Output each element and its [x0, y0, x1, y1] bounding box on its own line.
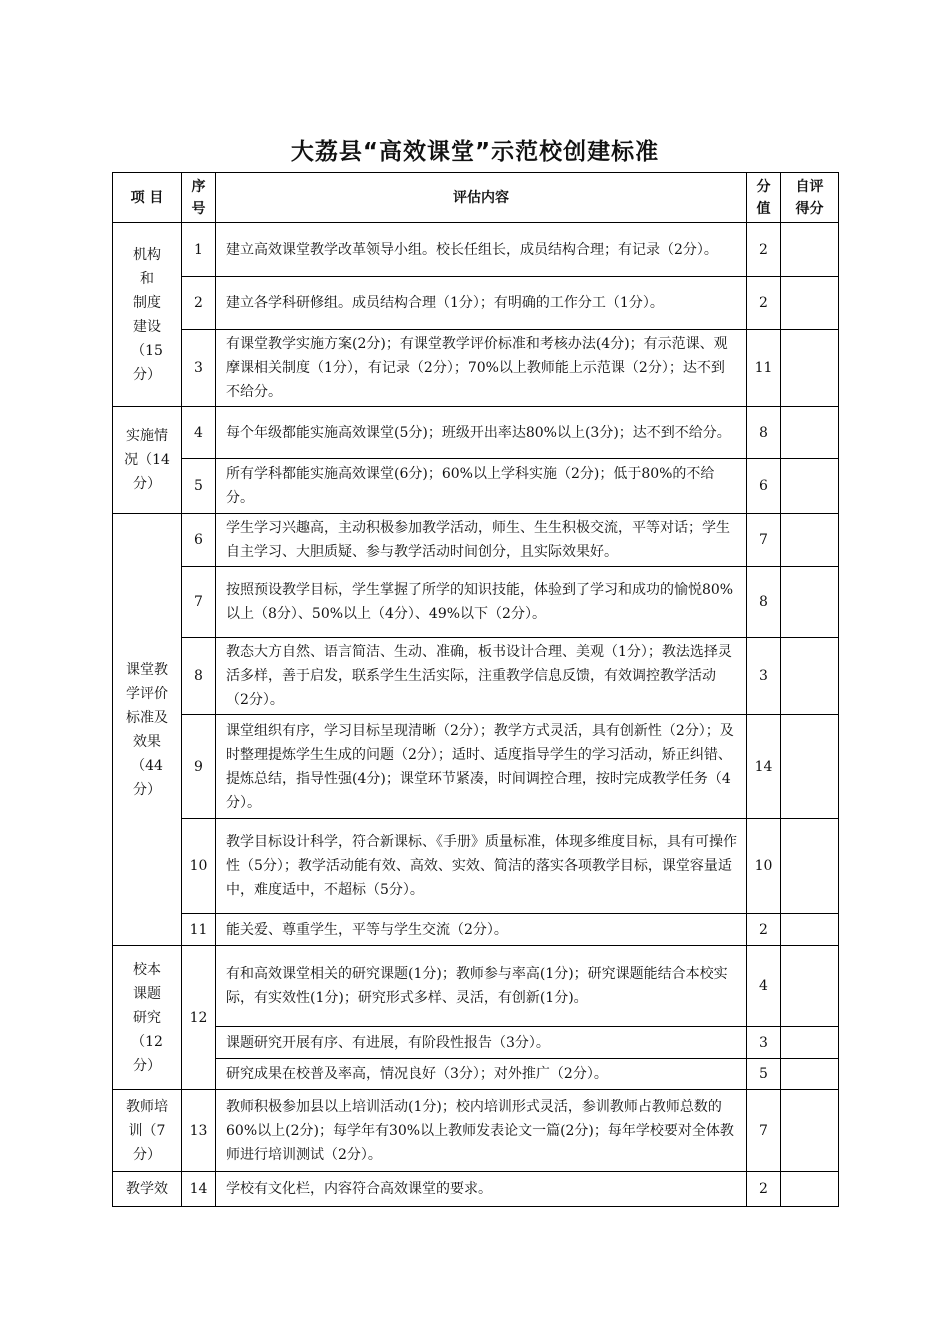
self-score-cell: [781, 223, 839, 277]
table-row: [113, 1027, 839, 1059]
self-score-cell: [781, 330, 839, 407]
page-title: 大荔县“高效课堂”示范校创建标准: [290, 139, 660, 165]
table-row: [113, 459, 839, 514]
self-score-cell: [781, 946, 839, 1027]
row-score: 6: [747, 459, 781, 514]
standards-table: [112, 172, 839, 1207]
row-number: 3: [182, 330, 216, 407]
row-content: 教师积极参加县以上培训活动(1分)；校内培训形式灵活，参训教师占教师总数的60%以上(2分)；每学年有30%以上教师发表论文一篇(2分)；每年学校要对全体教师进行培训测试（2分）。: [216, 1090, 747, 1172]
table-row: [113, 277, 839, 330]
row-score: 2: [747, 223, 781, 277]
row-content: 学生学习兴趣高，主动积极参加教学活动，师生、生生积极交流，平等对话；学生自主学习、大胆质疑、参与教学活动时间创分，且实际效果好。: [216, 514, 747, 567]
row-number: 8: [182, 638, 216, 715]
table-row: [113, 514, 839, 567]
table-row: [113, 1172, 839, 1207]
row-content: 有和高效课堂相关的研究课题(1分)；教师参与率高(1分)；研究课题能结合本校实际，有实效性(1分)；研究形式多样、灵活，有创新(1分)。: [216, 946, 747, 1027]
category-cell: 机构 和 制度 建设 （15 分）: [113, 223, 182, 407]
header-score: 分 值: [747, 173, 781, 223]
row-content: 按照预设教学目标，学生掌握了所学的知识技能，体验到了学习和成功的愉悦80%以上（8分）、50%以上（4分）、49%以下（2分）。: [216, 567, 747, 638]
self-score-cell: [781, 514, 839, 567]
row-score: 3: [747, 638, 781, 715]
row-score: 3: [747, 1027, 781, 1059]
self-score-cell: [781, 819, 839, 914]
table-row: [113, 638, 839, 715]
row-number: 13: [182, 1090, 216, 1172]
row-content: 教态大方自然、语言简洁、生动、准确，板书设计合理、美观（1分）；教法选择灵活多样，善于启发，联系学生生活实际，注重教学信息反馈，有效调控教学活动（2分）。: [216, 638, 747, 715]
self-score-cell: [781, 1090, 839, 1172]
table-row: [113, 407, 839, 459]
row-number: 7: [182, 567, 216, 638]
self-score-cell: [781, 459, 839, 514]
row-score: 5: [747, 1059, 781, 1090]
row-content: 课堂组织有序，学习目标呈现清晰（2分）；教学方式灵活，具有创新性（2分）；及时整理提炼学生生成的问题（2分）；适时、适度指导学生的学习活动，矫正纠错、提炼总结，指导性强(4分)；课堂环节紧凑，时间调控合理，按时完成教学任务（4分）。: [216, 715, 747, 819]
row-number: 2: [182, 277, 216, 330]
row-content: 建立各学科研修组。成员结构合理（1分）；有明确的工作分工（1分）。: [216, 277, 747, 330]
table-row: [113, 1090, 839, 1172]
header-self-score: 自评 得分: [781, 173, 839, 223]
header-row: [113, 173, 839, 223]
row-content: 建立高效课堂教学改革领导小组。校长任组长，成员结构合理；有记录（2分）。: [216, 223, 747, 277]
header-content: 评估内容: [216, 173, 747, 223]
row-number: 4: [182, 407, 216, 459]
table-row: [113, 819, 839, 914]
row-score: 2: [747, 1172, 781, 1207]
category-cell: 教师培 训（7 分）: [113, 1090, 182, 1172]
category-cell: 校本 课题 研究 （12 分）: [113, 946, 182, 1090]
row-content: 能关爱、尊重学生，平等与学生交流（2分）。: [216, 914, 747, 946]
row-score: 2: [747, 277, 781, 330]
self-score-cell: [781, 277, 839, 330]
self-score-cell: [781, 1027, 839, 1059]
self-score-cell: [781, 914, 839, 946]
row-score: 14: [747, 715, 781, 819]
table-row: [113, 330, 839, 407]
category-cell: 教学效: [113, 1172, 182, 1207]
row-score: 11: [747, 330, 781, 407]
table-row: [113, 1059, 839, 1090]
row-score: 10: [747, 819, 781, 914]
row-score: 4: [747, 946, 781, 1027]
row-content: 每个年级都能实施高效课堂(5分)；班级开出率达80%以上(3分)；达不到不给分。: [216, 407, 747, 459]
row-number: 6: [182, 514, 216, 567]
row-number: 11: [182, 914, 216, 946]
row-number: 14: [182, 1172, 216, 1207]
self-score-cell: [781, 1059, 839, 1090]
header-item: 项 目: [113, 173, 182, 223]
table-row: [113, 223, 839, 277]
self-score-cell: [781, 407, 839, 459]
row-content: 课题研究开展有序、有进展，有阶段性报告（3分）。: [216, 1027, 747, 1059]
header-seq: 序 号: [182, 173, 216, 223]
row-number: 10: [182, 819, 216, 914]
row-number: 12: [182, 946, 216, 1090]
row-content: 所有学科都能实施高效课堂(6分)；60%以上学科实施（2分)；低于80%的不给分。: [216, 459, 747, 514]
table-row: [113, 715, 839, 819]
table-row: [113, 567, 839, 638]
row-score: 2: [747, 914, 781, 946]
category-cell: 实施情 况（14 分）: [113, 407, 182, 514]
row-number: 1: [182, 223, 216, 277]
row-content: 有课堂教学实施方案(2分)；有课堂教学评价标准和考核办法(4分)；有示范课、观摩课相关制度（1分），有记录（2分）；70%以上教师能上示范课（2分）；达不到不给分。: [216, 330, 747, 407]
self-score-cell: [781, 715, 839, 819]
row-content: 研究成果在校普及率高，情况良好（3分）；对外推广（2分）。: [216, 1059, 747, 1090]
category-cell: 课堂教 学评价 标准及 效果 （44 分）: [113, 514, 182, 946]
table-row: [113, 914, 839, 946]
self-score-cell: [781, 1172, 839, 1207]
row-number: 5: [182, 459, 216, 514]
row-content: 学校有文化栏，内容符合高效课堂的要求。: [216, 1172, 747, 1207]
row-score: 7: [747, 514, 781, 567]
self-score-cell: [781, 638, 839, 715]
row-content: 教学目标设计科学，符合新课标、《手册》质量标准，体现多维度目标，具有可操作性（5分）；教学活动能有效、高效、实效、简洁的落实各项教学目标，课堂容量适中，难度适中，不超标（5分）。: [216, 819, 747, 914]
table-row: [113, 946, 839, 1027]
row-score: 8: [747, 407, 781, 459]
row-score: 7: [747, 1090, 781, 1172]
self-score-cell: [781, 567, 839, 638]
row-score: 8: [747, 567, 781, 638]
row-number: 9: [182, 715, 216, 819]
